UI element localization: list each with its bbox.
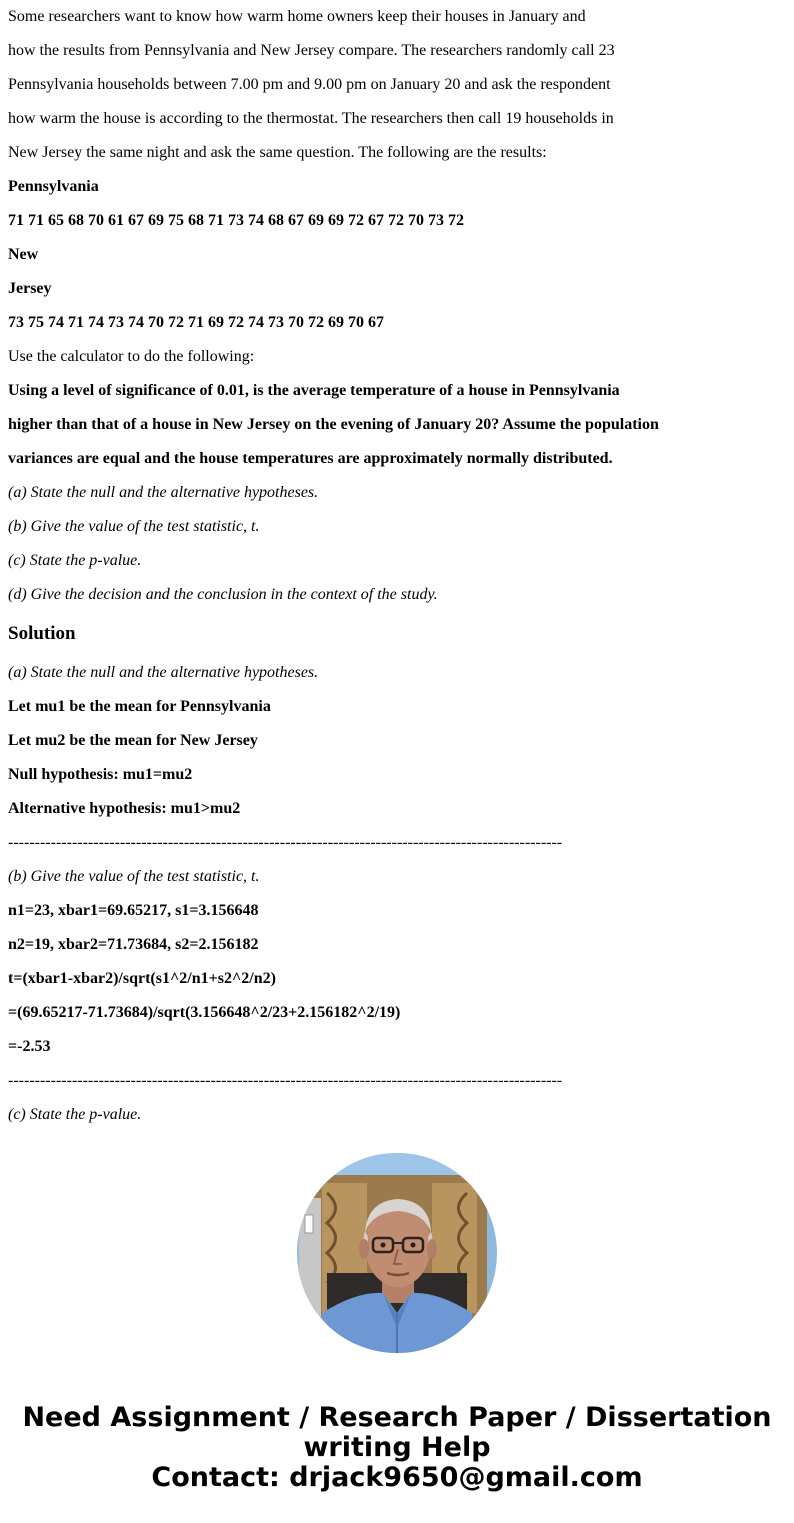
intro-line: how warm the house is according to the thermostat. The researchers then call 19 households in xyxy=(8,110,614,127)
nj-data: 73 75 74 71 74 73 74 70 72 71 69 72 74 73 70 72 69 70 67 xyxy=(8,314,384,331)
question-line: higher than that of a house in New Jersey on the evening of January 20? Assume the population xyxy=(8,416,659,433)
pa-data: 71 71 65 68 70 61 67 69 75 68 71 73 74 68 67 69 69 72 67 72 70 73 72 xyxy=(8,212,464,229)
promo-line: writing Help xyxy=(303,1432,491,1463)
instruction: Use the calculator to do the following: xyxy=(8,348,255,365)
solution-line: Alternative hypothesis: mu1>mu2 xyxy=(8,800,241,817)
pa-label: Pennsylvania xyxy=(8,178,99,195)
part-d: (d) Give the decision and the conclusion in the context of the study. xyxy=(8,586,438,603)
solution-part-b: (b) Give the value of the test statistic, t. xyxy=(8,868,260,885)
solution-line: n1=23, xbar1=69.65217, s1=3.156648 xyxy=(8,902,259,919)
solution-line: n2=19, xbar2=71.73684, s2=2.156182 xyxy=(8,936,259,953)
nj-label-jersey: Jersey xyxy=(8,280,52,297)
intro-line: New Jersey the same night and ask the same question. The following are the results: xyxy=(8,144,547,161)
solution-line: Let mu2 be the mean for New Jersey xyxy=(8,732,258,749)
intro-line: how the results from Pennsylvania and New Jersey compare. The researchers randomly call 23 xyxy=(8,42,615,59)
question-line: Using a level of significance of 0.01, is the average temperature of a house in Pennsylvania xyxy=(8,382,620,399)
document-body xyxy=(8,0,788,1132)
divider: -------------------------------------------------------------------------------------------------------- xyxy=(8,1072,563,1089)
solution-line: t=(xbar1-xbar2)/sqrt(s1^2/n1+s2^2/n2) xyxy=(8,970,276,987)
intro-line: Pennsylvania households between 7.00 pm and 9.00 pm on January 20 and ask the respondent xyxy=(8,76,611,93)
author-photo xyxy=(297,1153,497,1353)
part-a: (a) State the null and the alternative hypotheses. xyxy=(8,484,319,501)
nj-label-new: New xyxy=(8,246,39,263)
solution-line: =(69.65217-71.73684)/sqrt(3.156648^2/23+2.156182^2/19) xyxy=(8,1004,401,1021)
promo-banner xyxy=(0,1403,794,1493)
solution-part-a: (a) State the null and the alternative hypotheses. xyxy=(8,664,319,681)
solution-part-c: (c) State the p-value. xyxy=(8,1106,142,1123)
part-b: (b) Give the value of the test statistic, t. xyxy=(8,518,260,535)
solution-line: =-2.53 xyxy=(8,1038,51,1055)
solution-line: Null hypothesis: mu1=mu2 xyxy=(8,766,193,783)
contact-email: Contact: drjack9650@gmail.com xyxy=(151,1462,643,1493)
promo-line: Need Assignment / Research Paper / Dissertation xyxy=(22,1402,772,1433)
solution-heading: Solution xyxy=(8,623,76,644)
solution-line: Let mu1 be the mean for Pennsylvania xyxy=(8,698,271,715)
question-line: variances are equal and the house temperatures are approximately normally distributed. xyxy=(8,450,613,467)
part-c: (c) State the p-value. xyxy=(8,552,142,569)
intro-line: Some researchers want to know how warm home owners keep their houses in January and xyxy=(8,8,586,25)
divider: -------------------------------------------------------------------------------------------------------- xyxy=(8,834,563,851)
